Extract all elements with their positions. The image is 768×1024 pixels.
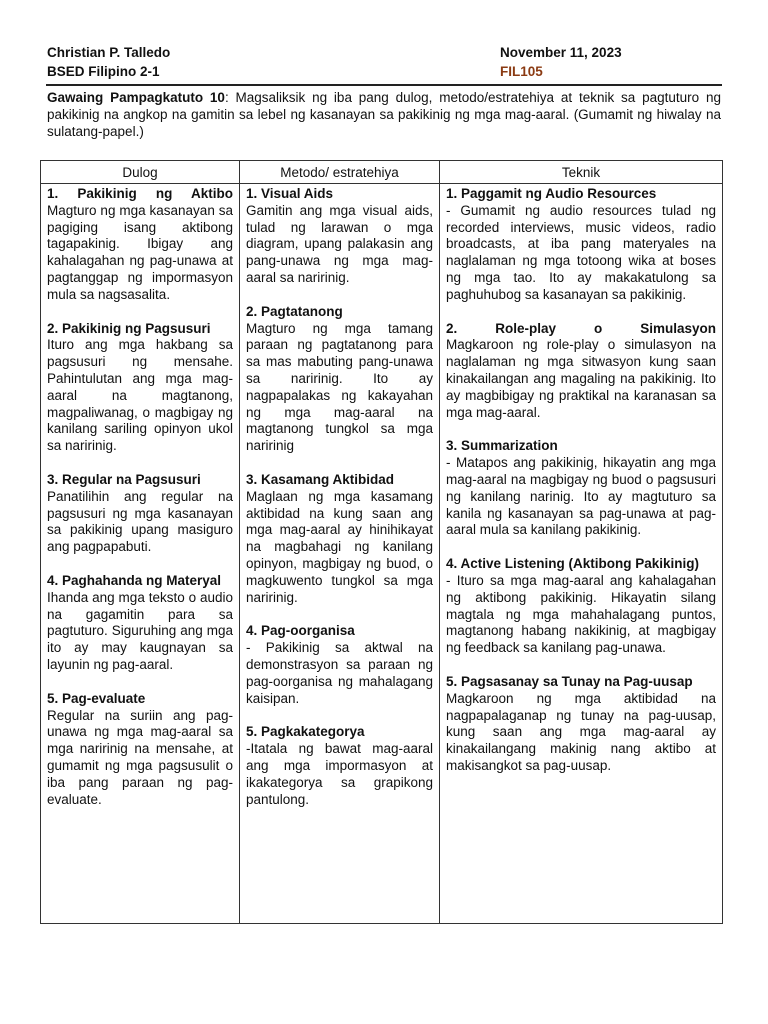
- teknik-item-body: Magkaroon ng mga aktibidad na nagpapalaganap ng tunay na pag-uusap, kung saan ang mga mag-aaral ay kinakailangang makinig nang aktibo at makisangkot sa pag-uusap.: [446, 690, 716, 773]
- metodo-item-body: -Itatala ng bawat mag-aaral ang mga impormasyon at ikakategorya sa grapikong pantulong.: [246, 741, 433, 807]
- teknik-item: [446, 321, 716, 422]
- teknik-item: [446, 674, 716, 775]
- dulog-item: [47, 321, 233, 455]
- metodo-item-body: Magturo ng mga tamang paraan ng pagtatanong para sa mas mabuting pang-unawa sa naririnig. Ito ay nagpapalakas ng kakayahan ng mga mag-aaral na magtanong tungkol sa mga naririnig: [246, 320, 433, 454]
- date-course-info: [500, 43, 622, 81]
- teknik-item-body: - Ituro sa mga mag-aaral ang kahalagahan ng aktibong pakikinig. Hikayatin silang magtala ng mga mahahalagang puntos, magtanong habang nakikinig, at magbigay ng feedback sa kanilang pag-unawa.: [446, 572, 716, 656]
- dulog-item: [47, 691, 233, 809]
- metodo-item-title: 3. Kasamang Aktibidad: [246, 471, 395, 487]
- teknik-item-body: - Gumamit ng audio resources tulad ng recorded interviews, music videos, radio broadcasts, at iba pang materyales na naglalaman ng mga totoong wika at boses ng mga tao. Ito ay makakatulong sa paghuhubog sa kasanayan sa pakikinig.: [446, 202, 716, 302]
- dulog-item-title: 3. Regular na Pagsusuri: [47, 471, 201, 487]
- dulog-item-body: Ituro ang mga hakbang sa pagsusuri ng mensahe. Pahintulutan ang mga mag-aaral na magtanong, magpaliwanag, o magbigay ng kanilang sariling opinyon ukol sa naririnig.: [47, 337, 233, 454]
- dulog-item-title: 2. Pakikinig ng Pagsusuri: [47, 320, 211, 336]
- student-section: BSED Filipino 2-1: [47, 64, 160, 79]
- teknik-item-title: 5. Pagsasanay sa Tunay na Pag-uusap: [446, 673, 693, 689]
- table-row: [41, 184, 723, 924]
- metodo-column: [240, 184, 440, 924]
- header-dulog: Dulog: [41, 161, 240, 184]
- dulog-column: [41, 184, 240, 924]
- dulog-item: [47, 472, 233, 556]
- teknik-item: [446, 556, 716, 657]
- metodo-item-body: Gamitin ang mga visual aids, tulad ng larawan o mga diagram, upang palakasin ang pang-unawa ng mga mag-aaral sa naririnig.: [246, 202, 433, 285]
- dulog-item-title: 4. Paghahanda ng Materyal: [47, 572, 222, 588]
- student-info: [47, 43, 170, 81]
- dulog-item-title: 1. Pakikinig ng Aktibo: [47, 186, 233, 201]
- teknik-item-title: 2. Role-play o Simulasyon: [446, 320, 716, 336]
- instructions-label: Gawaing Pampagkatuto 10: [47, 90, 225, 105]
- instructions-text: : Magsaliksik ng iba pang dulog, metodo/estratehiya at teknik sa pagtuturo ng pakikinig na angkop na gamitin sa lebel ng kasanayan sa pakikinig ng mga mag-aaral. (Gumamit ng hiwalay na sulatang-papel.): [47, 90, 721, 139]
- dulog-item-body: Ihanda ang mga teksto o audio na gagamitin para sa pagtuturo. Siguruhing ang mga ito ay may kaugnayan sa layunin ng pag-aaral.: [47, 589, 233, 672]
- dulog-item: [47, 573, 233, 674]
- teknik-item-title: 4. Active Listening (Aktibong Pakikinig): [446, 556, 700, 572]
- header-divider: [46, 84, 722, 86]
- metodo-item-body: Maglaan ng mga kasamang aktibidad na kung saan ang mga mag-aaral ay hinihikayat na magbahagi ng kanilang opinyon, magbigay ng buod, o magkuwento tungkol sa mga naririnig.: [246, 488, 433, 605]
- metodo-item: [246, 186, 433, 287]
- header-metodo: Metodo/ estratehiya: [240, 161, 440, 184]
- activity-table: [40, 160, 723, 924]
- dulog-item: [47, 186, 233, 304]
- teknik-item-title: 3. Summarization: [446, 438, 558, 454]
- course-code: FIL105: [500, 64, 543, 79]
- table-header-row: [41, 161, 723, 184]
- metodo-item: [246, 472, 433, 606]
- teknik-item: [446, 186, 716, 304]
- teknik-item-body: Magkaroon ng role-play o simulasyon na naglalaman ng mga sitwasyon kung saan kinakailangan ang magaling na pakikinig. Ito ay magbibigay ng praktikal na karanasan sa mga mag-aaral.: [446, 337, 716, 420]
- dulog-item-body: Panatilihin ang regular na pagsusuri ng mga kasanayan sa pakikinig upang masiguro ang pagpapabuti.: [47, 488, 233, 555]
- metodo-item-body: - Pakikinig sa aktwal na demonstrasyon sa paraan ng pag-oorganisa ng mahalagang kaisipan.: [246, 640, 433, 706]
- metodo-item: [246, 623, 433, 707]
- dulog-item-body: Magturo ng mga kasanayan sa pagiging isang aktibong tagapakinig. Ibigay ang kahalagahan ng pag-unawa at pagtanggap ng impormasyon mula sa nagsasalita.: [47, 202, 233, 302]
- metodo-item-title: 1. Visual Aids: [246, 186, 334, 201]
- teknik-item: [446, 438, 716, 539]
- teknik-item-body: - Matapos ang pakikinig, hikayatin ang mga mag-aaral na magbigay ng buod o pagsusuri ng kanilang narinig. Ito ay magtuturo sa kanila ng kasanayan sa pag-unawa at pag-aaral mula sa kanilang pakikinig.: [446, 455, 716, 538]
- header-teknik: Teknik: [440, 161, 723, 184]
- metodo-item-title: 4. Pag-oorganisa: [246, 623, 355, 639]
- metodo-item-title: 2. Pagtatanong: [246, 303, 343, 319]
- metodo-item-title: 5. Pagkakategorya: [246, 724, 365, 740]
- dulog-item-body: Regular na suriin ang pag-unawa ng mga mag-aaral sa mga naririnig na mensahe, at gumamit ng mga pagsusulit o iba pang paraan ng pag-evaluate.: [47, 707, 233, 807]
- metodo-item: [246, 304, 433, 455]
- instructions: [47, 89, 721, 140]
- submission-date: November 11, 2023: [500, 45, 622, 60]
- metodo-item: [246, 724, 433, 808]
- teknik-column: [440, 184, 723, 924]
- dulog-item-title: 5. Pag-evaluate: [47, 690, 146, 706]
- teknik-item-title: 1. Paggamit ng Audio Resources: [446, 186, 657, 201]
- student-name: Christian P. Talledo: [47, 45, 171, 60]
